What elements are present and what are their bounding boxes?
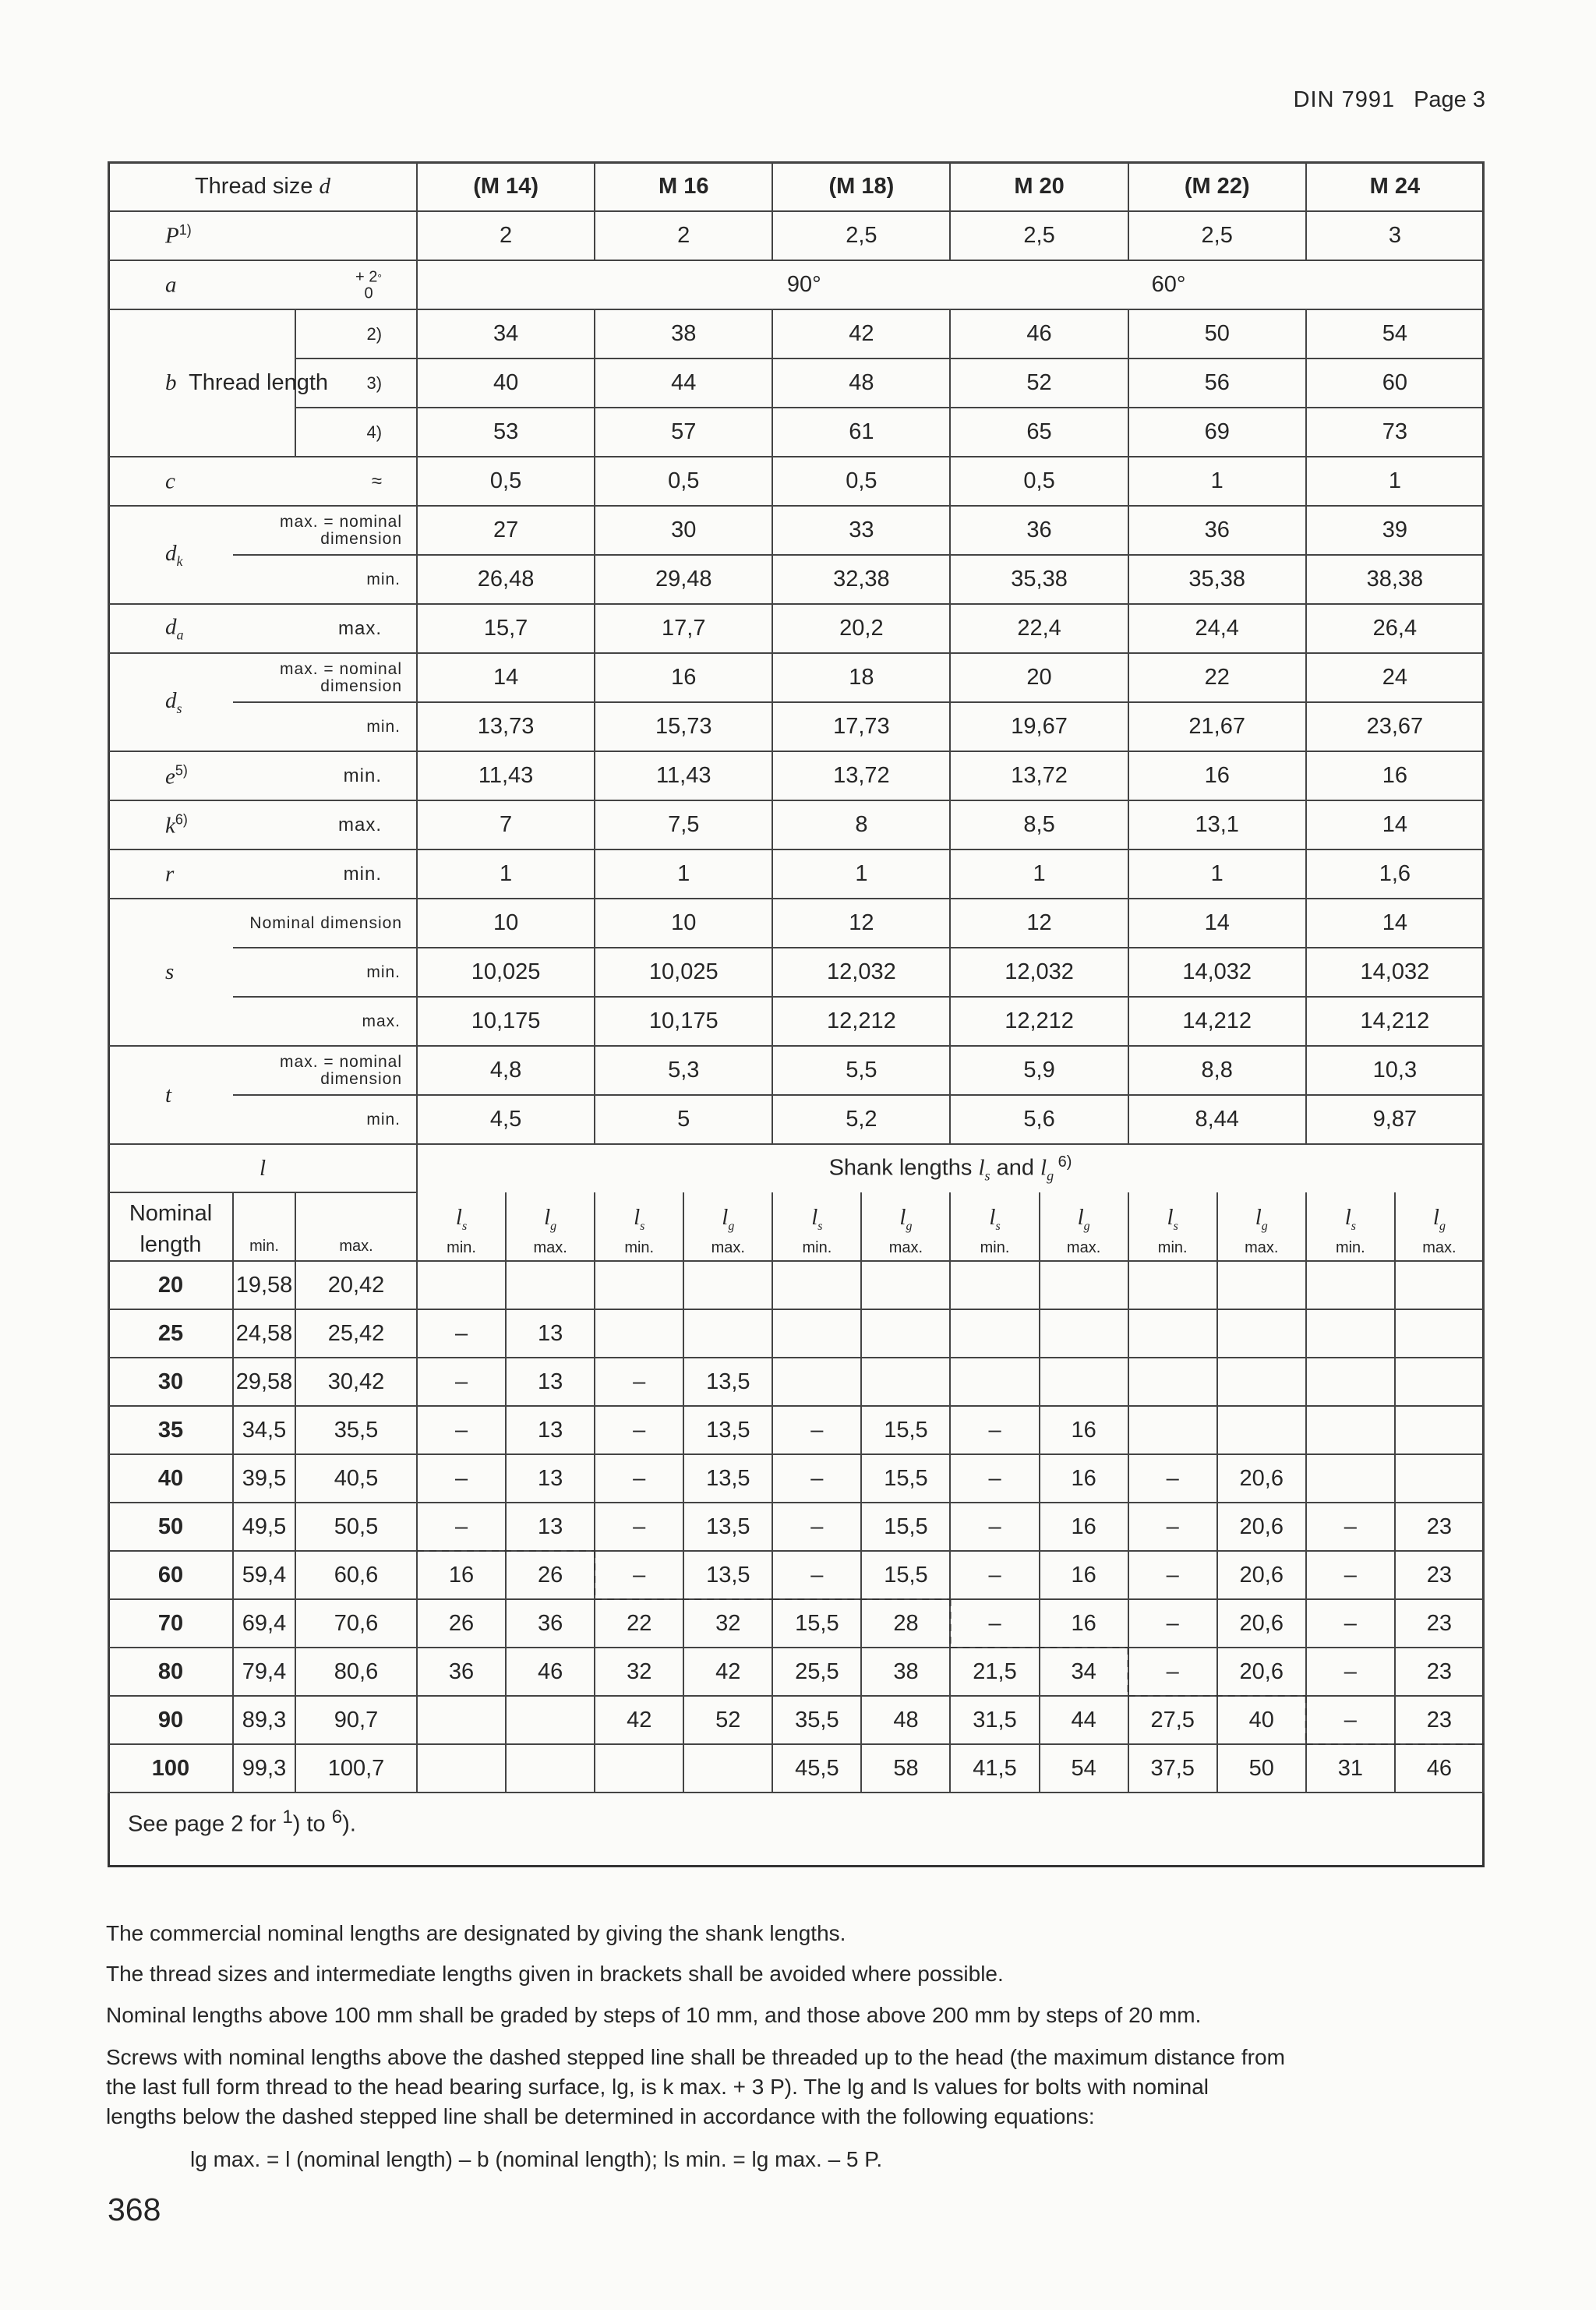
t-max-5: 10,3 [1306, 1046, 1484, 1095]
s-nominal-qual: Nominal dimension [233, 899, 417, 948]
shank-value-2-3: 13,5 [683, 1358, 772, 1406]
length-min-3: 34,5 [233, 1406, 295, 1454]
ds-label: $d_s$ [108, 653, 233, 751]
shank-value-3-7: 16 [1040, 1406, 1128, 1454]
da-2: 20,2 [772, 604, 950, 653]
shank-value-8-3: 42 [683, 1648, 772, 1696]
s-max-0: 10,175 [417, 997, 595, 1046]
nominal-length-3: 35 [108, 1406, 233, 1454]
nominal-length-10: 100 [108, 1744, 233, 1793]
length-min-9: 89,3 [233, 1696, 295, 1744]
dk-min-0: 26,48 [417, 555, 595, 604]
page-number: 368 [108, 2192, 161, 2227]
s-nominal-5: 14 [1306, 899, 1484, 948]
c-3: 0,5 [950, 457, 1128, 506]
thread-length-1-3: 52 [950, 359, 1128, 408]
thread-length-note-2: 4) [295, 408, 417, 457]
thread-size-4: (M 22) [1128, 162, 1306, 211]
thread-length-0-3: 46 [950, 309, 1128, 359]
shank-value-6-9: 20,6 [1217, 1551, 1306, 1599]
t-max-qual: max. = nominal dimension [233, 1046, 417, 1095]
length-max-10: 100,7 [295, 1744, 417, 1793]
shank-value-5-4: – [772, 1503, 861, 1551]
shank-value-6-4: – [772, 1551, 861, 1599]
thread-length-0-2: 42 [772, 309, 950, 359]
thread-length-2-5: 73 [1306, 408, 1484, 457]
shank-value-7-11: 23 [1395, 1599, 1484, 1648]
angle-label: a + 2° 0 [108, 260, 417, 309]
shank-value-4-9: 20,6 [1217, 1454, 1306, 1503]
ds-min-5: 23,67 [1306, 702, 1484, 751]
lg-max-header-3: $l_g$ max. [1040, 1192, 1128, 1261]
angle-60: 60° [1128, 260, 1484, 309]
shank-value-8-10: – [1306, 1648, 1395, 1696]
ls-min-header-1: $l_s$ min. [595, 1192, 683, 1261]
shank-value-10-10: 31 [1306, 1744, 1395, 1793]
lg-max-header-0: $l_g$ max. [506, 1192, 595, 1261]
s-label: s [108, 899, 233, 1046]
shank-value-7-8: – [1128, 1599, 1217, 1648]
dk-min-1: 29,48 [595, 555, 772, 604]
nominal-length-0: 20 [108, 1261, 233, 1309]
shank-value-9-4: 35,5 [772, 1696, 861, 1744]
page-indicator: Page 3 [1414, 87, 1485, 112]
dk-min-3: 35,38 [950, 555, 1128, 604]
ds-max-qual: max. = nominal dimension [233, 653, 417, 702]
k-3: 8,5 [950, 800, 1128, 849]
shank-value-5-8: – [1128, 1503, 1217, 1551]
length-min-5: 49,5 [233, 1503, 295, 1551]
s-nominal-4: 14 [1128, 899, 1306, 948]
thread-size-label: Thread size d [108, 162, 417, 211]
c-5: 1 [1306, 457, 1484, 506]
shank-value-9-11: 23 [1395, 1696, 1484, 1744]
shank-value-7-7: 16 [1040, 1599, 1128, 1648]
thread-length-1-5: 60 [1306, 359, 1484, 408]
length-min-8: 79,4 [233, 1648, 295, 1696]
da-1: 17,7 [595, 604, 772, 653]
s-min-3: 12,032 [950, 948, 1128, 997]
shank-value-9-2: 42 [595, 1696, 683, 1744]
shank-value-3-1: 13 [506, 1406, 595, 1454]
c-label: c ≈ [108, 457, 417, 506]
shank-value-5-9: 20,6 [1217, 1503, 1306, 1551]
shank-value-8-1: 46 [506, 1648, 595, 1696]
standard-number: DIN 7991 [1293, 87, 1396, 112]
shank-value-10-11: 46 [1395, 1744, 1484, 1793]
r-5: 1,6 [1306, 849, 1484, 899]
shank-value-9-10: – [1306, 1696, 1395, 1744]
footer-note-2: The thread sizes and intermediate lengths given in brackets shall be avoided where possible. [106, 1962, 1004, 1986]
shank-value-5-2: – [595, 1503, 683, 1551]
r-label: r min. [108, 849, 417, 899]
s-nominal-2: 12 [772, 899, 950, 948]
length-min-label: min. [233, 1192, 295, 1261]
k-0: 7 [417, 800, 595, 849]
t-max-1: 5,3 [595, 1046, 772, 1095]
shank-value-3-4: – [772, 1406, 861, 1454]
thread-length-1-2: 48 [772, 359, 950, 408]
footer-equation: lg max. = l (nominal length) – b (nominal length); ls min. = lg max. – 5 P. [190, 2147, 883, 2171]
length-max-5: 50,5 [295, 1503, 417, 1551]
c-2: 0,5 [772, 457, 950, 506]
dk-min-5: 38,38 [1306, 555, 1484, 604]
s-min-2: 12,032 [772, 948, 950, 997]
thread-length-label: b Thread length [108, 309, 295, 457]
shank-value-2-1: 13 [506, 1358, 595, 1406]
length-min-2: 29,58 [233, 1358, 295, 1406]
t-min-4: 8,44 [1128, 1095, 1306, 1144]
thread-size-2: (M 18) [772, 162, 950, 211]
s-min-4: 14,032 [1128, 948, 1306, 997]
length-max-0: 20,42 [295, 1261, 417, 1309]
thread-length-note-1: 3) [295, 359, 417, 408]
shank-value-4-3: 13,5 [683, 1454, 772, 1503]
length-max-4: 40,5 [295, 1454, 417, 1503]
shank-value-4-8: – [1128, 1454, 1217, 1503]
da-0: 15,7 [417, 604, 595, 653]
nominal-length-8: 80 [108, 1648, 233, 1696]
shank-value-8-8: – [1128, 1648, 1217, 1696]
shank-value-5-3: 13,5 [683, 1503, 772, 1551]
shank-value-4-1: 13 [506, 1454, 595, 1503]
da-4: 24,4 [1128, 604, 1306, 653]
shank-value-6-5: 15,5 [861, 1551, 950, 1599]
length-max-3: 35,5 [295, 1406, 417, 1454]
s-min-0: 10,025 [417, 948, 595, 997]
nominal-length-6: 60 [108, 1551, 233, 1599]
s-nominal-1: 10 [595, 899, 772, 948]
thread-length-1-1: 44 [595, 359, 772, 408]
nominal-length-4: 40 [108, 1454, 233, 1503]
shank-value-6-8: – [1128, 1551, 1217, 1599]
s-max-5: 14,212 [1306, 997, 1484, 1046]
thread-length-2-2: 61 [772, 408, 950, 457]
shank-value-7-10: – [1306, 1599, 1395, 1648]
shank-value-7-3: 32 [683, 1599, 772, 1648]
e-3: 13,72 [950, 751, 1128, 800]
shank-value-4-4: – [772, 1454, 861, 1503]
length-max-7: 70,6 [295, 1599, 417, 1648]
c-0: 0,5 [417, 457, 595, 506]
ls-min-header-2: $l_s$ min. [772, 1192, 861, 1261]
thread-length-1-0: 40 [417, 359, 595, 408]
shank-value-1-1: 13 [506, 1309, 595, 1358]
e-2: 13,72 [772, 751, 950, 800]
shank-value-6-0: 16 [417, 1551, 506, 1599]
t-min-qual: min. [233, 1095, 417, 1144]
s-max-4: 14,212 [1128, 997, 1306, 1046]
r-4: 1 [1128, 849, 1306, 899]
e-4: 16 [1128, 751, 1306, 800]
pitch-4: 2,5 [1128, 211, 1306, 260]
footer-note-4-line-1: Screws with nominal lengths above the dashed stepped line shall be threaded up to the head (the maximum distance from [106, 2045, 1285, 2069]
shank-value-8-11: 23 [1395, 1648, 1484, 1696]
shank-value-8-2: 32 [595, 1648, 683, 1696]
t-max-0: 4,8 [417, 1046, 595, 1095]
r-2: 1 [772, 849, 950, 899]
k-label: $k^{6)}$ max. [108, 800, 417, 849]
length-min-7: 69,4 [233, 1599, 295, 1648]
pitch-2: 2,5 [772, 211, 950, 260]
shank-value-6-7: 16 [1040, 1551, 1128, 1599]
s-nominal-0: 10 [417, 899, 595, 948]
da-label: $d_a$ max. [108, 604, 417, 653]
shank-value-7-5: 28 [861, 1599, 950, 1648]
shank-value-6-11: 23 [1395, 1551, 1484, 1599]
c-4: 1 [1128, 457, 1306, 506]
shank-value-9-5: 48 [861, 1696, 950, 1744]
t-min-2: 5,2 [772, 1095, 950, 1144]
footer-note-1: The commercial nominal lengths are designated by giving the shank lengths. [106, 1921, 846, 1945]
shank-value-7-2: 22 [595, 1599, 683, 1648]
s-min-1: 10,025 [595, 948, 772, 997]
length-min-10: 99,3 [233, 1744, 295, 1793]
k-4: 13,1 [1128, 800, 1306, 849]
ds-max-0: 14 [417, 653, 595, 702]
k-5: 14 [1306, 800, 1484, 849]
shank-value-5-5: 15,5 [861, 1503, 950, 1551]
thread-size-1: M 16 [595, 162, 772, 211]
ds-min-4: 21,67 [1128, 702, 1306, 751]
thread-length-1-4: 56 [1128, 359, 1306, 408]
k-2: 8 [772, 800, 950, 849]
dk-max-0: 27 [417, 506, 595, 555]
ls-min-header-5: $l_s$ min. [1306, 1192, 1395, 1261]
s-max-qual: max. [233, 997, 417, 1046]
ds-max-4: 22 [1128, 653, 1306, 702]
ds-min-3: 19,67 [950, 702, 1128, 751]
shank-value-3-2: – [595, 1406, 683, 1454]
nominal-length-label: Nominal length [108, 1192, 233, 1261]
shank-value-7-0: 26 [417, 1599, 506, 1648]
t-label: t [108, 1046, 233, 1144]
pitch-label: $P^{1)}$ [108, 211, 417, 260]
footer-note-3: Nominal lengths above 100 mm shall be graded by steps of 10 mm, and those above 200 mm by steps of 20 mm. [106, 2003, 1202, 2027]
see-page-note: See page 2 for $^1$) to $^6$). [128, 1807, 356, 1837]
thread-length-2-0: 53 [417, 408, 595, 457]
dk-max-3: 36 [950, 506, 1128, 555]
thread-length-2-1: 57 [595, 408, 772, 457]
nominal-length-7: 70 [108, 1599, 233, 1648]
length-min-4: 39,5 [233, 1454, 295, 1503]
t-max-3: 5,9 [950, 1046, 1128, 1095]
r-0: 1 [417, 849, 595, 899]
s-min-qual: min. [233, 948, 417, 997]
shank-value-1-0: – [417, 1309, 506, 1358]
nominal-length-5: 50 [108, 1503, 233, 1551]
dk-max-qual: max. = nominal dimension [233, 506, 417, 555]
shank-value-3-6: – [950, 1406, 1039, 1454]
footer-note-4-line-3: lengths below the dashed stepped line shall be determined in accordance with the following equations: [106, 2104, 1095, 2128]
shank-value-3-3: 13,5 [683, 1406, 772, 1454]
shank-value-9-7: 44 [1040, 1696, 1128, 1744]
e-1: 11,43 [595, 751, 772, 800]
thread-size-3: M 20 [950, 162, 1128, 211]
nominal-length-9: 90 [108, 1696, 233, 1744]
pitch-1: 2 [595, 211, 772, 260]
length-l-symbol: l [108, 1144, 417, 1192]
length-max-2: 30,42 [295, 1358, 417, 1406]
pitch-0: 2 [417, 211, 595, 260]
ds-min-2: 17,73 [772, 702, 950, 751]
da-3: 22,4 [950, 604, 1128, 653]
shank-value-10-5: 58 [861, 1744, 950, 1793]
thread-length-note-0: 2) [295, 309, 417, 359]
thread-length-0-0: 34 [417, 309, 595, 359]
dk-max-4: 36 [1128, 506, 1306, 555]
pitch-5: 3 [1306, 211, 1484, 260]
shank-value-8-7: 34 [1040, 1648, 1128, 1696]
length-min-0: 19,58 [233, 1261, 295, 1309]
length-max-1: 25,42 [295, 1309, 417, 1358]
t-max-4: 8,8 [1128, 1046, 1306, 1095]
shank-value-5-6: – [950, 1503, 1039, 1551]
r-1: 1 [595, 849, 772, 899]
length-max-6: 60,6 [295, 1551, 417, 1599]
ds-min-0: 13,73 [417, 702, 595, 751]
shank-value-2-2: – [595, 1358, 683, 1406]
s-nominal-3: 12 [950, 899, 1128, 948]
angle-90: 90° [417, 260, 1128, 309]
shank-value-10-9: 50 [1217, 1744, 1306, 1793]
s-max-1: 10,175 [595, 997, 772, 1046]
e-5: 16 [1306, 751, 1484, 800]
shank-lengths-title: Shank lengths $l_s$ and $l_g$ $^{6)}$ [417, 1144, 1484, 1192]
ls-min-header-4: $l_s$ min. [1128, 1192, 1217, 1261]
lg-max-header-4: $l_g$ max. [1217, 1192, 1306, 1261]
shank-value-5-0: – [417, 1503, 506, 1551]
ds-max-3: 20 [950, 653, 1128, 702]
t-min-0: 4,5 [417, 1095, 595, 1144]
lg-max-header-2: $l_g$ max. [861, 1192, 950, 1261]
ds-max-5: 24 [1306, 653, 1484, 702]
shank-value-6-2: – [595, 1551, 683, 1599]
shank-value-8-0: 36 [417, 1648, 506, 1696]
ds-max-1: 16 [595, 653, 772, 702]
shank-value-9-6: 31,5 [950, 1696, 1039, 1744]
shank-value-7-6: – [950, 1599, 1039, 1648]
dk-min-4: 35,38 [1128, 555, 1306, 604]
shank-value-2-0: – [417, 1358, 506, 1406]
thread-length-0-1: 38 [595, 309, 772, 359]
t-min-5: 9,87 [1306, 1095, 1484, 1144]
shank-value-7-1: 36 [506, 1599, 595, 1648]
da-5: 26,4 [1306, 604, 1484, 653]
shank-value-7-4: 15,5 [772, 1599, 861, 1648]
c-1: 0,5 [595, 457, 772, 506]
thread-length-0-5: 54 [1306, 309, 1484, 359]
shank-value-4-5: 15,5 [861, 1454, 950, 1503]
shank-value-10-8: 37,5 [1128, 1744, 1217, 1793]
t-max-2: 5,5 [772, 1046, 950, 1095]
s-max-3: 12,212 [950, 997, 1128, 1046]
dk-max-5: 39 [1306, 506, 1484, 555]
thread-size-0: (M 14) [417, 162, 595, 211]
dk-max-2: 33 [772, 506, 950, 555]
e-label: $e^{5)}$ min. [108, 751, 417, 800]
shank-value-10-4: 45,5 [772, 1744, 861, 1793]
shank-value-9-8: 27,5 [1128, 1696, 1217, 1744]
shank-value-6-10: – [1306, 1551, 1395, 1599]
shank-value-4-7: 16 [1040, 1454, 1128, 1503]
shank-value-5-1: 13 [506, 1503, 595, 1551]
shank-value-5-7: 16 [1040, 1503, 1128, 1551]
shank-value-5-11: 23 [1395, 1503, 1484, 1551]
shank-value-8-9: 20,6 [1217, 1648, 1306, 1696]
footer-note-4-line-2: the last full form thread to the head bearing surface, lg, is k max. + 3 P). The lg and ls values for bolts with nominal [106, 2075, 1209, 2099]
e-0: 11,43 [417, 751, 595, 800]
shank-value-8-6: 21,5 [950, 1648, 1039, 1696]
length-min-1: 24,58 [233, 1309, 295, 1358]
ds-max-2: 18 [772, 653, 950, 702]
shank-value-5-10: – [1306, 1503, 1395, 1551]
shank-value-4-0: – [417, 1454, 506, 1503]
r-3: 1 [950, 849, 1128, 899]
shank-value-6-1: 26 [506, 1551, 595, 1599]
shank-value-3-5: 15,5 [861, 1406, 950, 1454]
shank-value-4-2: – [595, 1454, 683, 1503]
nominal-length-2: 30 [108, 1358, 233, 1406]
s-min-5: 14,032 [1306, 948, 1484, 997]
dk-label: $d_k$ [108, 506, 233, 604]
t-min-3: 5,6 [950, 1095, 1128, 1144]
shank-value-7-9: 20,6 [1217, 1599, 1306, 1648]
lg-max-header-1: $l_g$ max. [683, 1192, 772, 1261]
pitch-3: 2,5 [950, 211, 1128, 260]
s-max-2: 12,212 [772, 997, 950, 1046]
length-min-6: 59,4 [233, 1551, 295, 1599]
thread-length-0-4: 50 [1128, 309, 1306, 359]
ls-min-header-3: $l_s$ min. [950, 1192, 1039, 1261]
shank-value-8-5: 38 [861, 1648, 950, 1696]
dk-max-1: 30 [595, 506, 772, 555]
shank-value-9-9: 40 [1217, 1696, 1306, 1744]
shank-value-10-7: 54 [1040, 1744, 1128, 1793]
k-1: 7,5 [595, 800, 772, 849]
shank-value-8-4: 25,5 [772, 1648, 861, 1696]
length-max-8: 80,6 [295, 1648, 417, 1696]
ls-min-header-0: $l_s$ min. [417, 1192, 506, 1261]
shank-value-4-6: – [950, 1454, 1039, 1503]
length-max-9: 90,7 [295, 1696, 417, 1744]
nominal-length-1: 25 [108, 1309, 233, 1358]
thread-length-2-4: 69 [1128, 408, 1306, 457]
thread-length-2-3: 65 [950, 408, 1128, 457]
shank-value-6-3: 13,5 [683, 1551, 772, 1599]
thread-size-5: M 24 [1306, 162, 1484, 211]
shank-value-6-6: – [950, 1551, 1039, 1599]
shank-value-3-0: – [417, 1406, 506, 1454]
lg-max-header-5: $l_g$ max. [1395, 1192, 1484, 1261]
shank-value-10-6: 41,5 [950, 1744, 1039, 1793]
shank-value-9-3: 52 [683, 1696, 772, 1744]
length-max-label: max. [295, 1192, 417, 1261]
dk-min-2: 32,38 [772, 555, 950, 604]
dk-min-qual: min. [233, 555, 417, 604]
ds-min-qual: min. [233, 702, 417, 751]
ds-min-1: 15,73 [595, 702, 772, 751]
t-min-1: 5 [595, 1095, 772, 1144]
